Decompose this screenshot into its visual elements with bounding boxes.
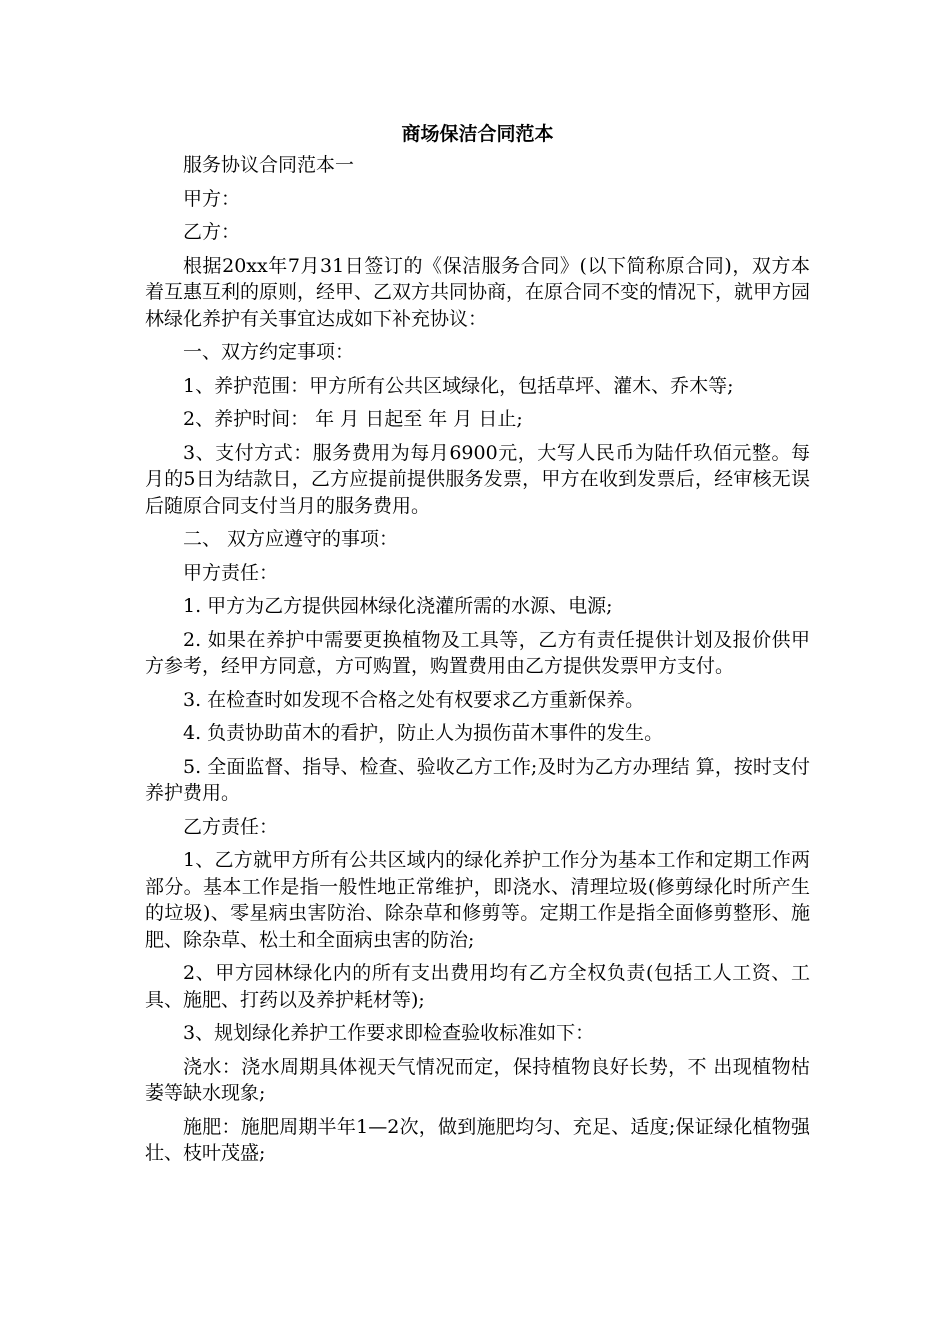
paragraph: 5. 全面监督、指导、检查、验收乙方工作;及时为乙方办理结 算，按时支付养护费用。 (145, 755, 810, 804)
document-title: 商场保洁合同范本 (401, 123, 554, 145)
paragraph: 乙方责任： (183, 815, 279, 838)
paragraph: 4. 负责协助苗木的看护，防止人为损伤苗木事件的发生。 (183, 722, 664, 744)
paragraph: 乙方： (183, 221, 241, 243)
paragraph: 1. 甲方为乙方提供园林绿化浇灌所需的水源、电源; (183, 595, 613, 617)
paragraph: 甲方： (183, 187, 241, 210)
paragraph: 3. 在检查时如发现不合格之处有权要求乙方重新保养。 (183, 688, 645, 711)
paragraph: 服务协议合同范本一 (183, 154, 355, 176)
paragraph: 甲方责任： (183, 561, 279, 584)
paragraph: 1、乙方就甲方所有公共区域内的绿化养护工作分为基本工作和定期工作两部分。基本工作是指一般性地正常维护，即浇水、清理垃圾(修剪绿化时所产生的垃圾)、零星病虫害防治、除杂草和修剪等。定期工作是指全面修剪整形、施肥、除杂草、松土和全面病虫害的防治; (145, 849, 810, 951)
paragraph: 1、养护范围：甲方所有公共区域绿化，包括草坪、灌木、乔木等; (183, 374, 734, 397)
document-page (145, 120, 810, 1174)
paragraph: 2. 如果在养护中需要更换植物及工具等，乙方有责任提供计划及报价供甲方参考，经甲方同意，方可购置，购置费用由乙方提供发票甲方支付。 (145, 628, 810, 677)
paragraph: 3、规划绿化养护工作要求即检查验收标准如下： (183, 1022, 595, 1044)
paragraph: 施肥：施肥周期半年1—2次，做到施肥均匀、充足、适度;保证绿化植物强壮、枝叶茂盛; (145, 1115, 810, 1164)
paragraph: 浇水：浇水周期具体视天气情况而定，保持植物良好长势，不 出现植物枯萎等缺水现象; (145, 1055, 810, 1104)
paragraph: 根据20xx年7月31日签订的《保洁服务合同》(以下简称原合同)，双方本着互惠互利的原则，经甲、乙双方共同协商，在原合同不变的情况下，就甲方园林绿化养护有关事宜达成如下补充协议： (145, 254, 811, 330)
document-body (145, 152, 810, 1167)
paragraph: 3、支付方式：服务费用为每月6900元，大写人民币为陆仟玖佰元整。每月的5日为结款日，乙方应提前提供服务发票，甲方在收到发票后，经审核无误后随原合同支付当月的服务费用。 (145, 441, 810, 517)
paragraph: 一、双方约定事项： (183, 341, 355, 363)
paragraph: 二、 双方应遵守的事项： (183, 528, 399, 550)
paragraph: 2、甲方园林绿化内的所有支出费用均有乙方全权负责(包括工人工资、工具、施肥、打药以及养护耗材等); (145, 962, 810, 1011)
paragraph: 2、养护时间： 年 月 日起至 年 月 日止; (183, 408, 523, 430)
